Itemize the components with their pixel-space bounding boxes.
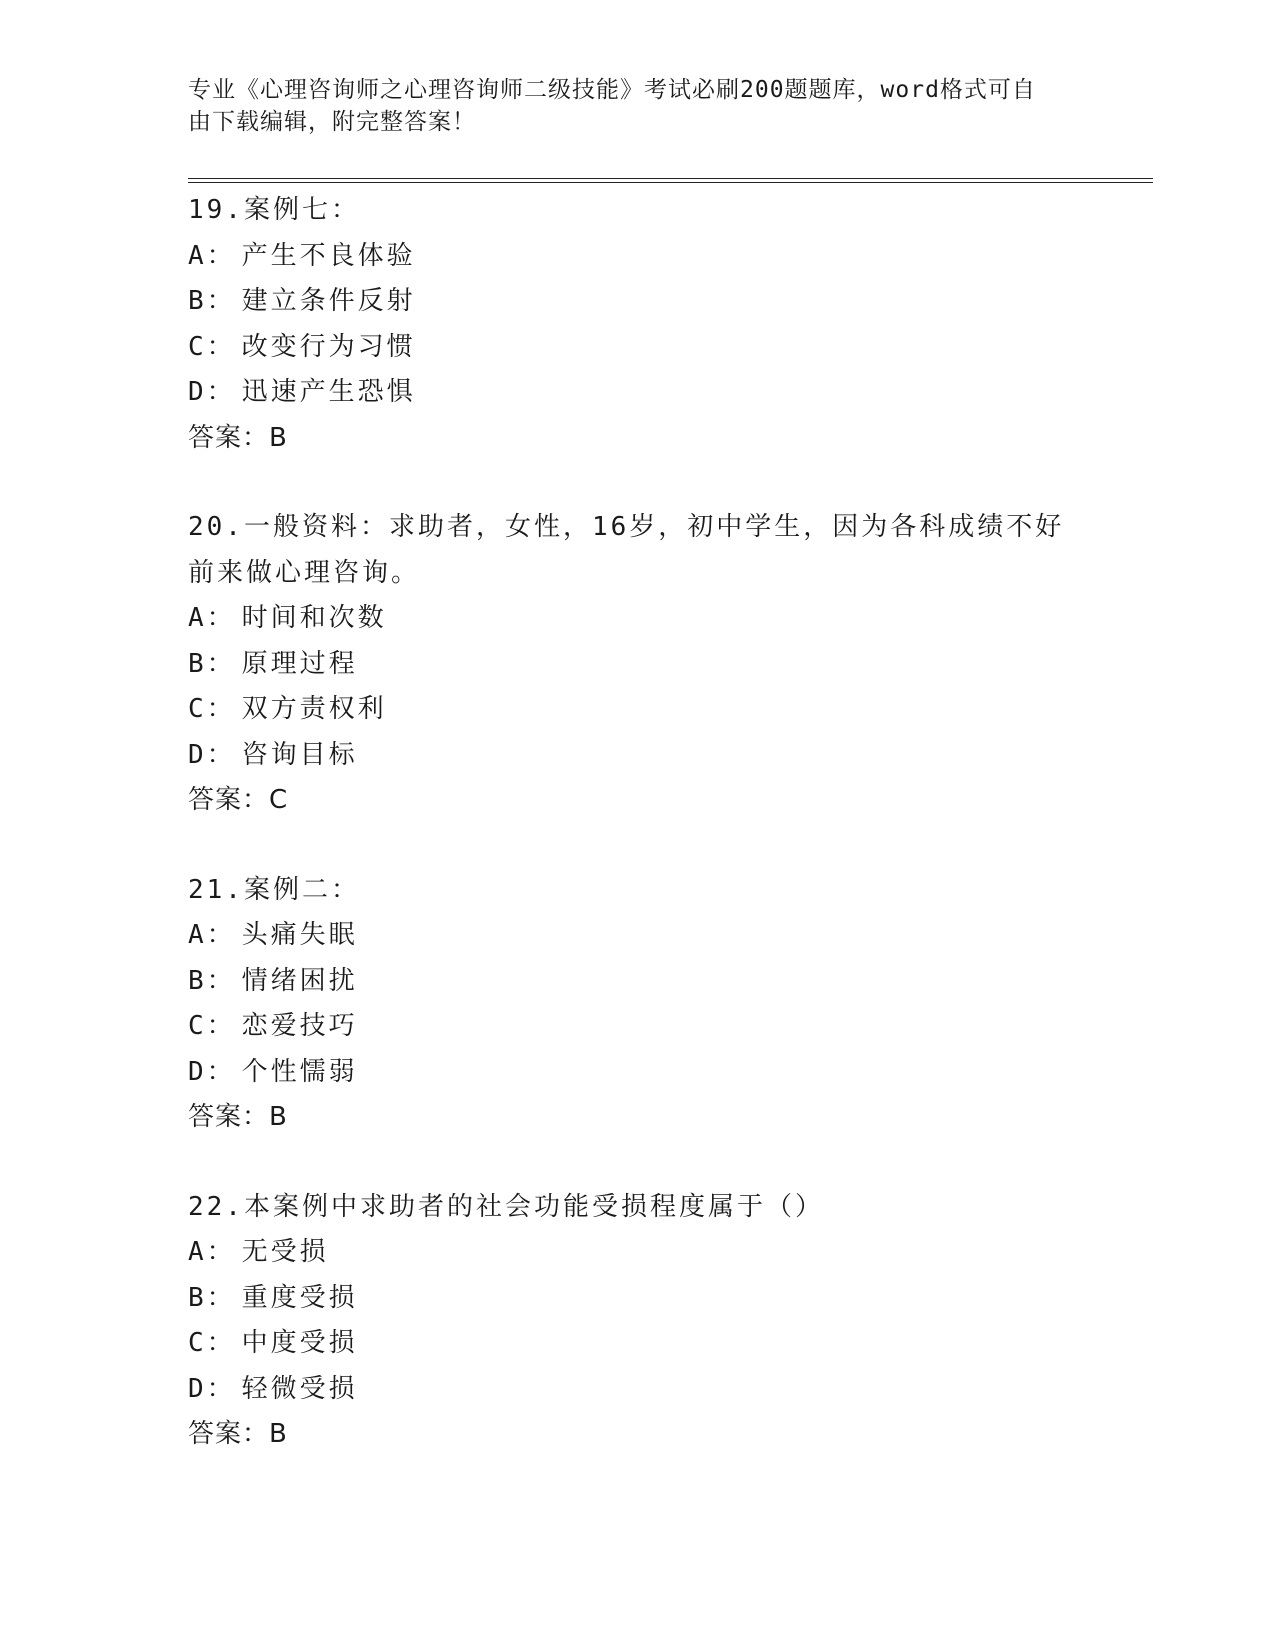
question-21: [188, 868, 1088, 1141]
option-d: [188, 733, 1088, 779]
option-label: A：: [188, 1237, 236, 1267]
option-text: 改变行为习惯: [241, 331, 416, 362]
option-label: C：: [188, 1328, 236, 1358]
option-b: [188, 1276, 1088, 1322]
answer-line: 答案：B: [188, 1102, 288, 1132]
option-label: B：: [188, 1282, 236, 1313]
option-c: [188, 1321, 1088, 1367]
option-d: [188, 1050, 1088, 1096]
option-text: 原理过程: [241, 648, 358, 679]
option-label: D：: [188, 739, 236, 770]
option-label: C：: [188, 331, 236, 362]
answer-line: 答案：B: [188, 1419, 288, 1449]
answer-line: 答案：C: [188, 785, 289, 815]
option-text: 产生不良体验: [241, 240, 416, 271]
option-b: [188, 279, 1088, 325]
option-c: [188, 325, 1088, 371]
header-line-1: 专业《心理咨询师之心理咨询师二级技能》考试必刷200题题库，word格式可自: [188, 77, 1036, 103]
header-line-2: 由下载编辑，附完整答案！: [188, 109, 476, 135]
option-text: 头痛失眠: [241, 920, 358, 950]
question-19: [188, 188, 1088, 461]
option-a: [188, 596, 1088, 642]
option-text: 无受损: [241, 1237, 329, 1267]
option-a: [188, 1230, 1088, 1276]
option-label: B：: [188, 965, 236, 996]
document-header: [188, 74, 1068, 138]
question-20: [188, 505, 1088, 824]
option-a: [188, 234, 1088, 280]
question-22: [188, 1185, 1088, 1458]
option-d: [188, 1367, 1088, 1413]
option-label: D：: [188, 1373, 236, 1404]
option-b: [188, 642, 1088, 688]
option-text: 迅速产生恐惧: [241, 377, 416, 407]
option-a: [188, 913, 1088, 959]
option-text: 恋爱技巧: [241, 1011, 358, 1041]
option-label: A：: [188, 240, 236, 271]
option-d: [188, 370, 1088, 416]
option-label: C：: [188, 1011, 236, 1041]
option-label: B：: [188, 648, 236, 679]
option-c: [188, 687, 1088, 733]
header-divider-top: [188, 178, 1153, 179]
question-text: 21.案例二：: [188, 874, 360, 905]
option-text: 情绪困扰: [241, 965, 358, 996]
option-text: 咨询目标: [241, 739, 358, 770]
option-c: [188, 1004, 1088, 1050]
option-text: 中度受损: [241, 1328, 358, 1358]
question-list: [188, 188, 1088, 1502]
option-label: D：: [188, 1056, 236, 1087]
option-text: 建立条件反射: [241, 286, 416, 316]
option-text: 个性懦弱: [241, 1056, 358, 1087]
option-text: 时间和次数: [241, 603, 387, 633]
option-b: [188, 959, 1088, 1005]
question-text: 19.案例七：: [188, 195, 360, 225]
question-text: 20.一般资料：求助者，女性，16岁，初中学生，因为各科成绩不好前来做心理咨询。: [188, 512, 1065, 588]
option-label: D：: [188, 377, 236, 407]
option-text: 轻微受损: [241, 1373, 358, 1404]
question-text: 22.本案例中求助者的社会功能受损程度属于（）: [188, 1191, 824, 1222]
option-text: 双方责权利: [241, 694, 387, 724]
option-text: 重度受损: [241, 1282, 358, 1313]
header-divider-bottom: [188, 182, 1153, 183]
option-label: C：: [188, 694, 236, 724]
answer-line: 答案：B: [188, 422, 288, 453]
option-label: A：: [188, 920, 236, 950]
option-label: B：: [188, 286, 236, 316]
option-label: A：: [188, 603, 236, 633]
